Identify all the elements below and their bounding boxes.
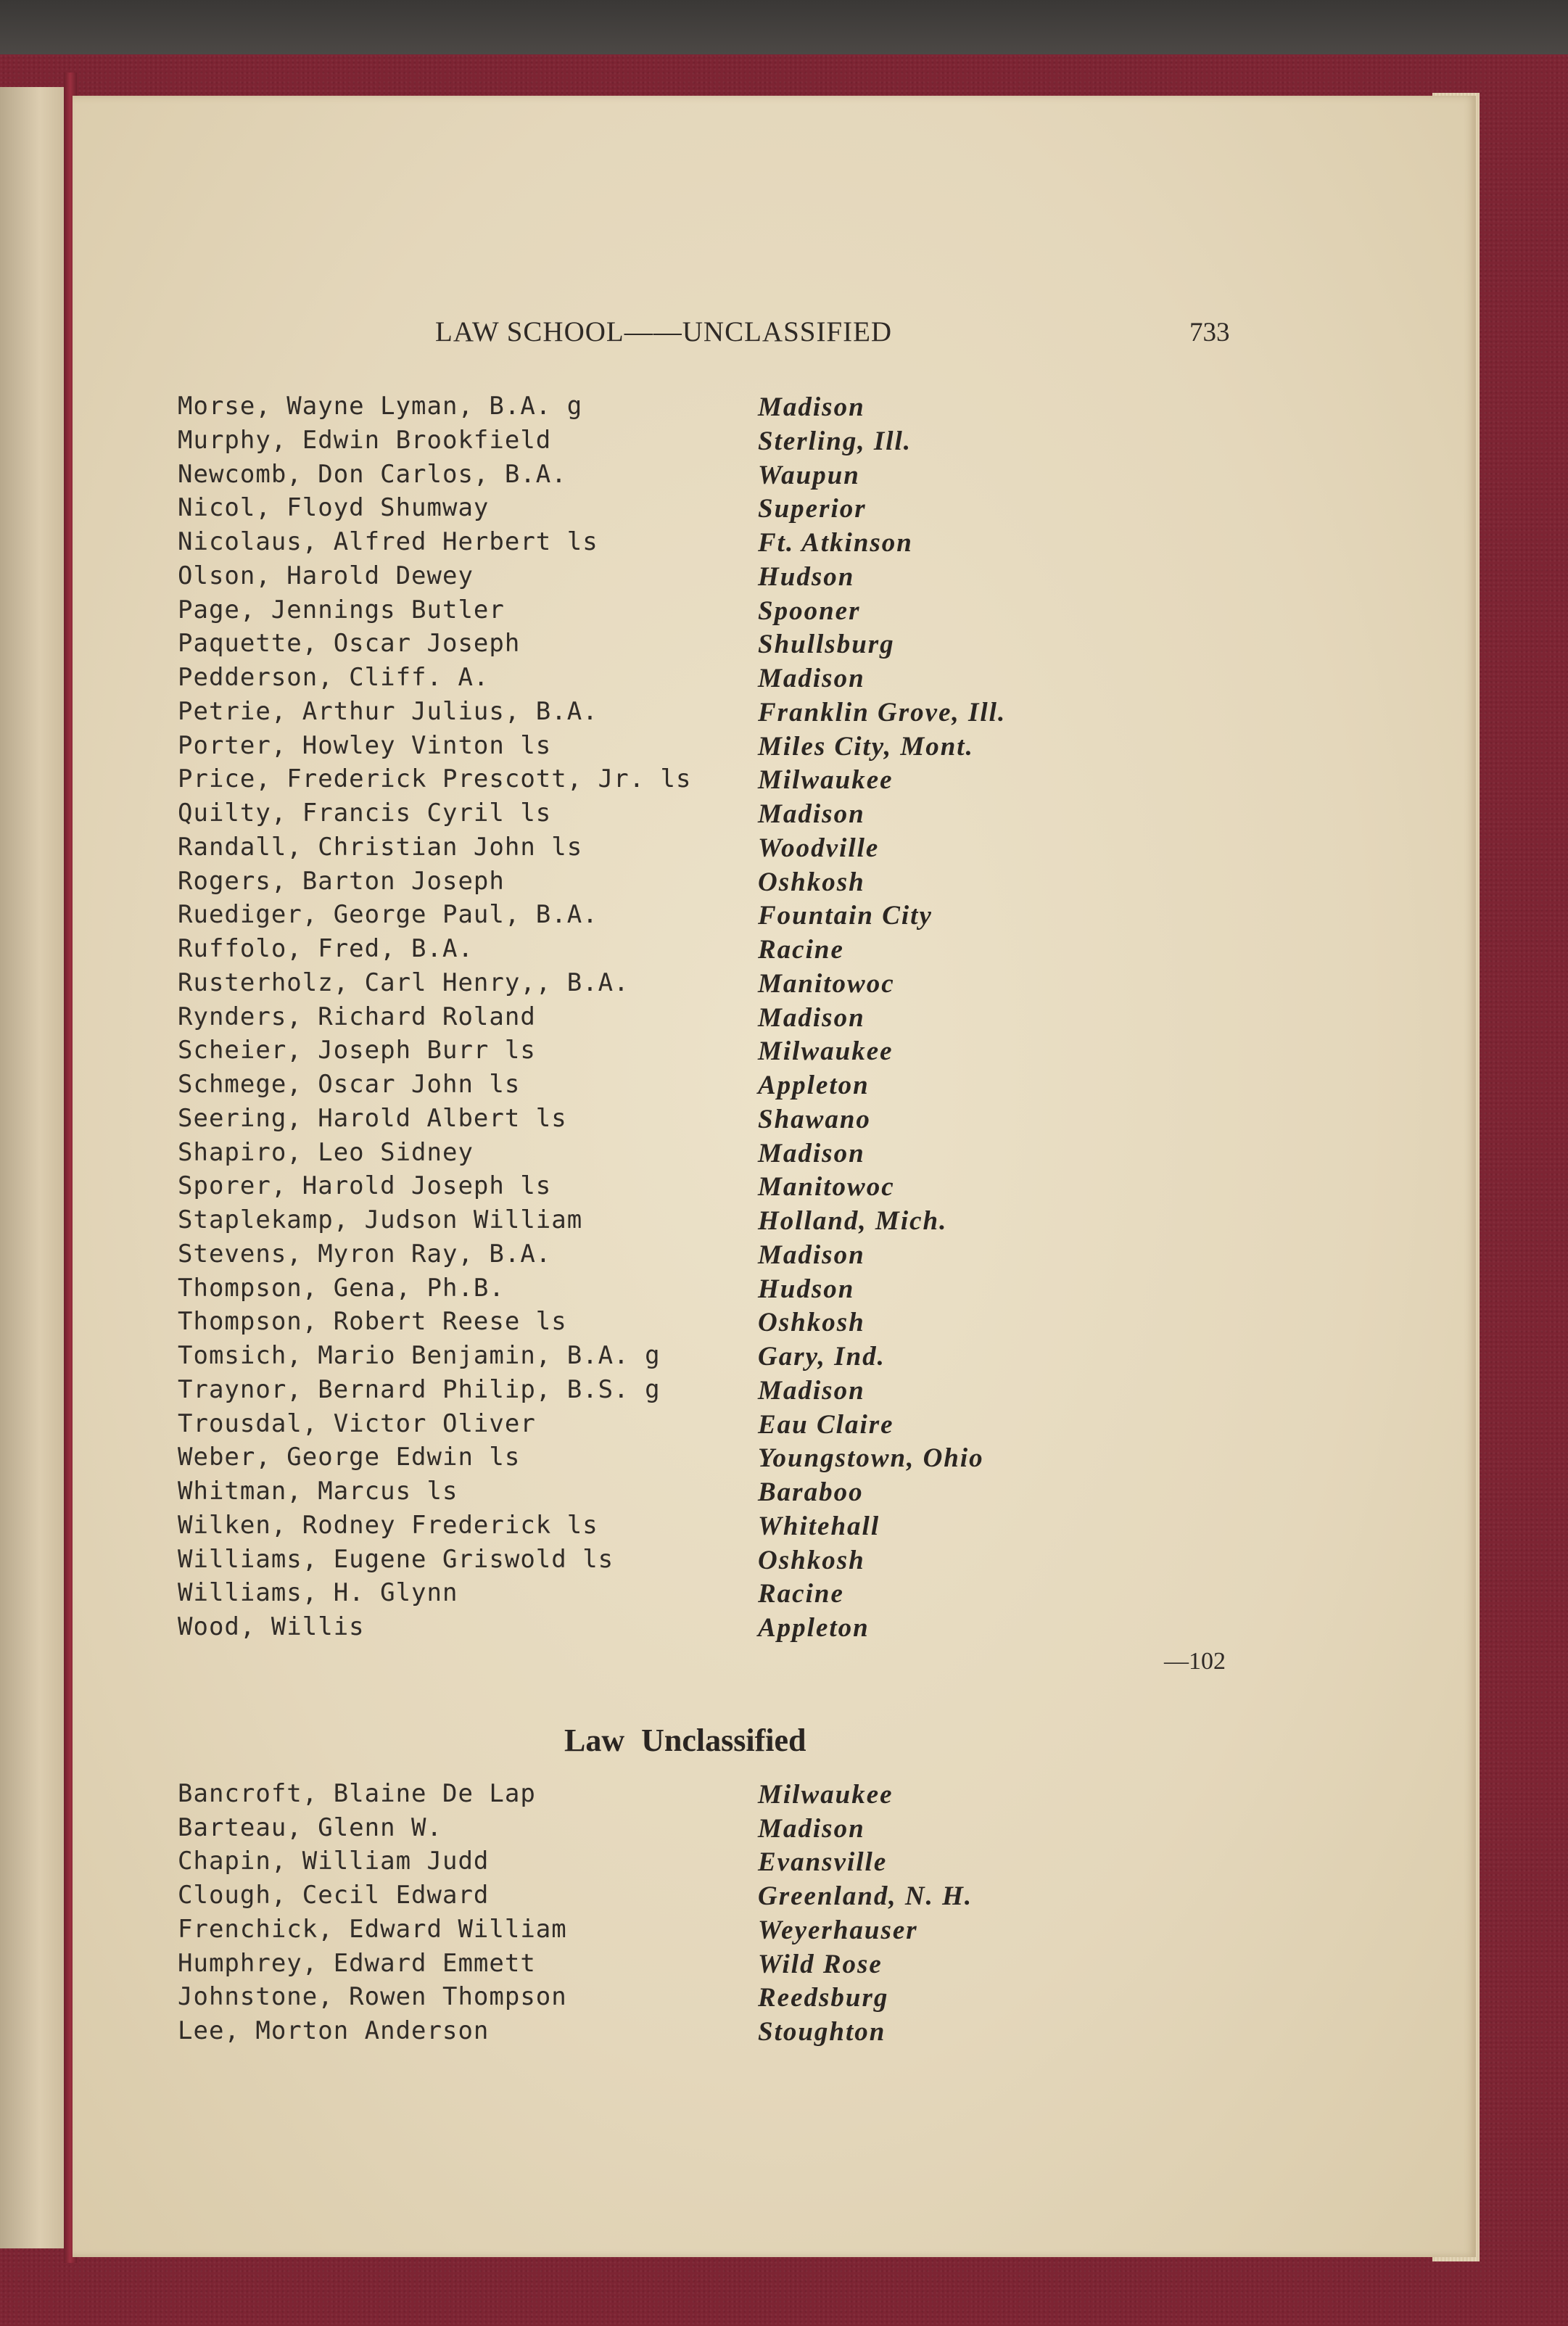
list-item [0, 1036, 1233, 1069]
student-name: Humphrey, Edward Emmett [178, 1948, 536, 1978]
student-hometown: Oshkosh [758, 1308, 865, 1338]
student-name: Wood, Willis [178, 1612, 365, 1641]
student-hometown: Madison [758, 1002, 865, 1033]
student-name: Johnstone, Rowen Thompson [178, 1982, 567, 2012]
student-name: Schmege, Oscar John ls [178, 1070, 521, 1099]
student-hometown: Hudson [758, 1274, 855, 1304]
section-title: Law Unclassified [564, 1723, 806, 1758]
student-name: Thompson, Robert Reese ls [178, 1307, 567, 1337]
student-name: Olson, Harold Dewey [178, 561, 474, 590]
list-item [0, 561, 1233, 595]
student-count: —102 [1164, 1648, 1226, 1675]
student-hometown: Milwaukee [758, 1036, 894, 1067]
list-item [0, 527, 1233, 561]
student-name: Ruediger, George Paul, B.A. [178, 900, 598, 930]
student-hometown: Shullsburg [758, 630, 895, 660]
student-name: Tomsich, Mario Benjamin, B.A. g [178, 1341, 661, 1370]
student-hometown: Stoughton [758, 2016, 886, 2047]
student-hometown: Gary, Ind. [758, 1342, 886, 1372]
student-name: Paquette, Oscar Joseph [178, 629, 521, 659]
student-name: Rynders, Richard Roland [178, 1002, 536, 1031]
list-item [0, 1982, 1233, 2016]
list-item [0, 1274, 1233, 1307]
list-item [0, 1443, 1233, 1476]
list-item [0, 1813, 1233, 1847]
student-name: Page, Jennings Butler [178, 595, 505, 624]
student-hometown: Appleton [758, 1071, 870, 1100]
student-name: Trousdal, Victor Oliver [178, 1409, 536, 1438]
student-name: Rusterholz, Carl Henry,, B.A. [178, 968, 630, 997]
student-name: Clough, Cecil Edward [178, 1881, 490, 1910]
list-item [0, 1409, 1233, 1443]
student-name: Porter, Howley Vinton ls [178, 730, 552, 760]
student-hometown: Hudson [758, 561, 855, 592]
student-hometown: Racine [758, 935, 844, 965]
student-hometown: Weyerhauser [758, 1915, 918, 1945]
student-hometown: Waupun [758, 460, 860, 490]
student-name: Frenchick, Edward William [178, 1914, 567, 1944]
student-hometown: Franklin Grove, Ill. [758, 697, 1007, 727]
student-name: Randall, Christian John ls [178, 832, 583, 862]
student-hometown: Madison [758, 1240, 865, 1270]
student-hometown: Ft. Atkinson [758, 528, 913, 558]
student-hometown: Superior [758, 494, 867, 524]
list-item [0, 731, 1233, 764]
list-item [0, 1779, 1233, 1812]
list-item [0, 392, 1233, 425]
list-item [0, 1240, 1233, 1273]
student-hometown: Spooner [758, 595, 861, 626]
student-name: Williams, Eugene Griswold ls [178, 1544, 614, 1574]
student-hometown: Evansville [758, 1847, 888, 1878]
student-name: Barteau, Glenn W. [178, 1812, 442, 1842]
student-hometown: Youngstown, Ohio [758, 1443, 984, 1474]
student-hometown: Racine [758, 1579, 844, 1609]
list-item [0, 764, 1233, 798]
student-name: Lee, Morton Anderson [178, 2016, 490, 2045]
student-hometown: Milwaukee [758, 765, 894, 796]
student-name: Thompson, Gena, Ph.B. [178, 1273, 505, 1303]
student-name: Chapin, William Judd [178, 1847, 490, 1876]
list-item [0, 2016, 1233, 2050]
list-item [0, 663, 1233, 696]
list-item [0, 1847, 1233, 1880]
student-name: Shapiro, Leo Sidney [178, 1137, 474, 1167]
student-name: Wilken, Rodney Frederick ls [178, 1510, 598, 1540]
list-item [0, 867, 1233, 900]
student-hometown: Madison [758, 1375, 865, 1406]
student-hometown: Greenland, N. H. [758, 1881, 973, 1912]
list-item [0, 697, 1233, 730]
student-hometown: Eau Claire [758, 1409, 894, 1440]
list-item [0, 426, 1233, 459]
student-name: Nicolaus, Alfred Herbert ls [178, 527, 598, 556]
list-item [0, 1949, 1233, 1982]
list-item [0, 1915, 1233, 1948]
student-hometown: Fountain City [758, 901, 933, 931]
list-item [0, 629, 1233, 662]
student-name: Morse, Wayne Lyman, B.A. g [178, 392, 583, 421]
student-name: Bancroft, Blaine De Lap [178, 1779, 536, 1808]
list-item [0, 1881, 1233, 1914]
page-number: 733 [1189, 318, 1230, 347]
student-name: Weber, George Edwin ls [178, 1443, 521, 1472]
list-item [0, 1205, 1233, 1239]
list-item [0, 1171, 1233, 1205]
student-name: Quilty, Francis Cyril ls [178, 799, 552, 828]
list-item [0, 833, 1233, 866]
student-hometown: Madison [758, 1138, 865, 1168]
student-name: Scheier, Joseph Burr ls [178, 1036, 536, 1065]
student-hometown: Oshkosh [758, 1545, 865, 1575]
student-hometown: Madison [758, 1813, 865, 1844]
student-hometown: Sterling, Ill. [758, 426, 912, 456]
student-name: Newcomb, Don Carlos, B.A. [178, 459, 567, 489]
list-item [0, 1002, 1233, 1036]
student-hometown: Shawano [758, 1104, 871, 1134]
student-hometown: Manitowoc [758, 968, 895, 999]
list-item [0, 1307, 1233, 1340]
student-hometown: Madison [758, 392, 865, 422]
student-name: Stevens, Myron Ray, B.A. [178, 1239, 552, 1269]
student-name: Williams, H. Glynn [178, 1578, 458, 1608]
student-name: Sporer, Harold Joseph ls [178, 1171, 552, 1201]
student-hometown: Woodville [758, 833, 880, 863]
list-item [0, 595, 1233, 629]
list-item [0, 1578, 1233, 1612]
student-name: Murphy, Edwin Brookfield [178, 425, 552, 455]
student-name: Staplekamp, Judson William [178, 1205, 583, 1234]
student-hometown: Miles City, Mont. [758, 731, 974, 762]
student-hometown: Manitowoc [758, 1172, 895, 1203]
list-item [0, 1341, 1233, 1374]
list-item [0, 1545, 1233, 1578]
list-item [0, 1612, 1233, 1646]
student-name: Nicol, Floyd Shumway [178, 493, 490, 523]
student-name: Seering, Harold Albert ls [178, 1103, 567, 1133]
student-hometown: Madison [758, 664, 865, 693]
background [0, 0, 1568, 58]
list-item [0, 1511, 1233, 1544]
page-header-title: LAW SCHOOL——UNCLASSIFIED [435, 316, 893, 347]
student-hometown: Madison [758, 799, 865, 829]
student-name: Traynor, Bernard Philip, B.S. g [178, 1374, 661, 1404]
student-name: Rogers, Barton Joseph [178, 866, 505, 896]
student-name: Price, Frederick Prescott, Jr. ls [178, 764, 692, 794]
student-hometown: Wild Rose [758, 1949, 883, 1979]
list-item [0, 799, 1233, 832]
list-item [0, 934, 1233, 968]
student-hometown: Whitehall [758, 1511, 880, 1541]
student-hometown: Milwaukee [758, 1780, 894, 1810]
list-item [0, 1070, 1233, 1103]
student-hometown: Appleton [758, 1613, 870, 1643]
list-item [0, 493, 1233, 527]
student-name: Pedderson, Cliff. A. [178, 663, 490, 692]
student-name: Whitman, Marcus ls [178, 1477, 458, 1506]
student-hometown: Holland, Mich. [758, 1206, 948, 1236]
list-item [0, 1375, 1233, 1409]
student-hometown: Reedsburg [758, 1983, 889, 2013]
list-item [0, 968, 1233, 1002]
list-item [0, 460, 1233, 493]
list-item [0, 1138, 1233, 1171]
list-item [0, 1104, 1233, 1137]
list-item [0, 900, 1233, 933]
student-hometown: Baraboo [758, 1477, 864, 1507]
list-item [0, 1477, 1233, 1510]
student-name: Petrie, Arthur Julius, B.A. [178, 696, 598, 726]
student-name: Ruffolo, Fred, B.A. [178, 934, 474, 963]
student-hometown: Oshkosh [758, 867, 865, 897]
